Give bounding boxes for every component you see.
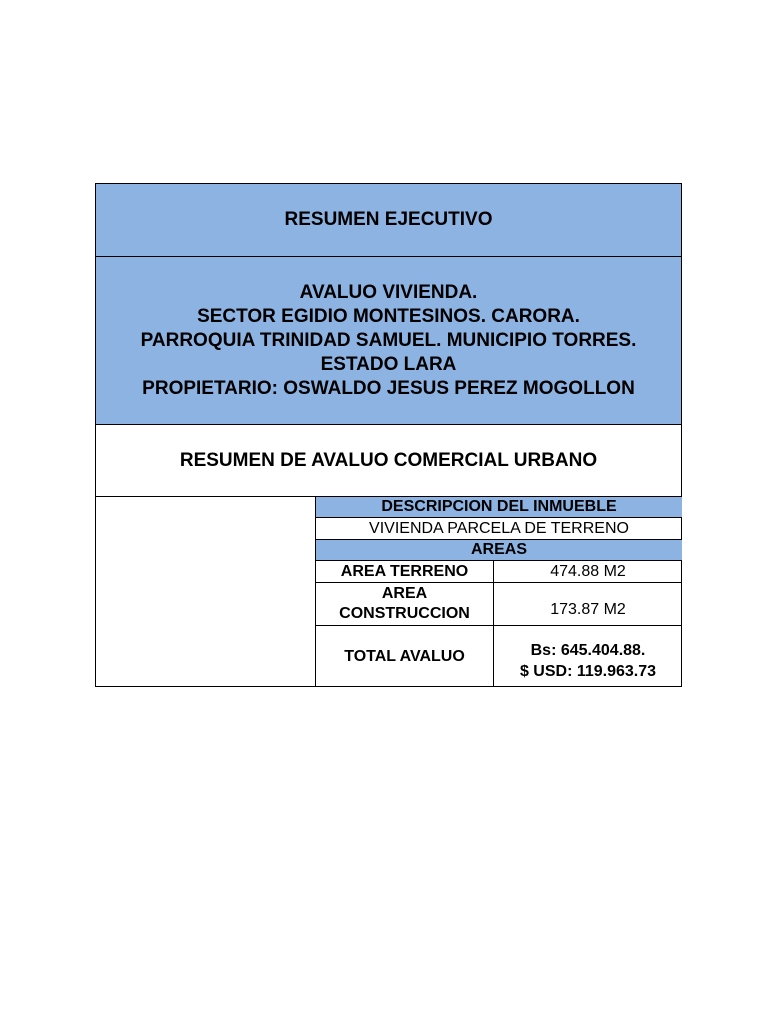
executive-summary-document xyxy=(95,183,682,687)
area-terreno-label: AREA TERRENO xyxy=(316,561,494,583)
total-usd-value: $ USD: 119.963.73 xyxy=(519,662,657,680)
property-line-3: PARROQUIA TRINIDAD SAMUEL. MUNICIPIO TORRES. xyxy=(140,329,637,351)
area-terreno-value: 474.88 M2 xyxy=(494,561,682,583)
description-value: VIVIENDA PARCELA DE TERRENO xyxy=(316,518,682,540)
summary-header xyxy=(96,184,681,257)
empty-cell xyxy=(96,497,316,687)
property-line-4: ESTADO LARA xyxy=(320,353,457,375)
valuation-table xyxy=(96,497,681,687)
summary-title: RESUMEN EJECUTIVO xyxy=(284,209,493,230)
area-construccion-label xyxy=(316,583,494,626)
total-avaluo-value xyxy=(494,626,682,687)
area-construccion-label-line-1: AREA xyxy=(381,585,428,602)
area-construccion-label-line-2: CONSTRUCCION xyxy=(339,605,470,622)
area-construccion-value: 173.87 M2 xyxy=(494,583,682,626)
property-line-2: SECTOR EGIDIO MONTESINOS. CARORA. xyxy=(197,305,580,327)
property-info xyxy=(96,257,681,425)
total-bs-value: Bs: 645.404.88. xyxy=(530,641,646,659)
description-header: DESCRIPCION DEL INMUEBLE xyxy=(316,497,682,518)
total-avaluo-label: TOTAL AVALUO xyxy=(316,626,494,687)
property-line-1: AVALUO VIVIENDA. xyxy=(299,281,478,303)
valuation-section-title: RESUMEN DE AVALUO COMERCIAL URBANO xyxy=(179,449,598,471)
valuation-section-header xyxy=(96,425,681,497)
areas-header: AREAS xyxy=(316,540,682,561)
property-owner-line: PROPIETARIO: OSWALDO JESUS PEREZ MOGOLLON xyxy=(142,377,635,399)
